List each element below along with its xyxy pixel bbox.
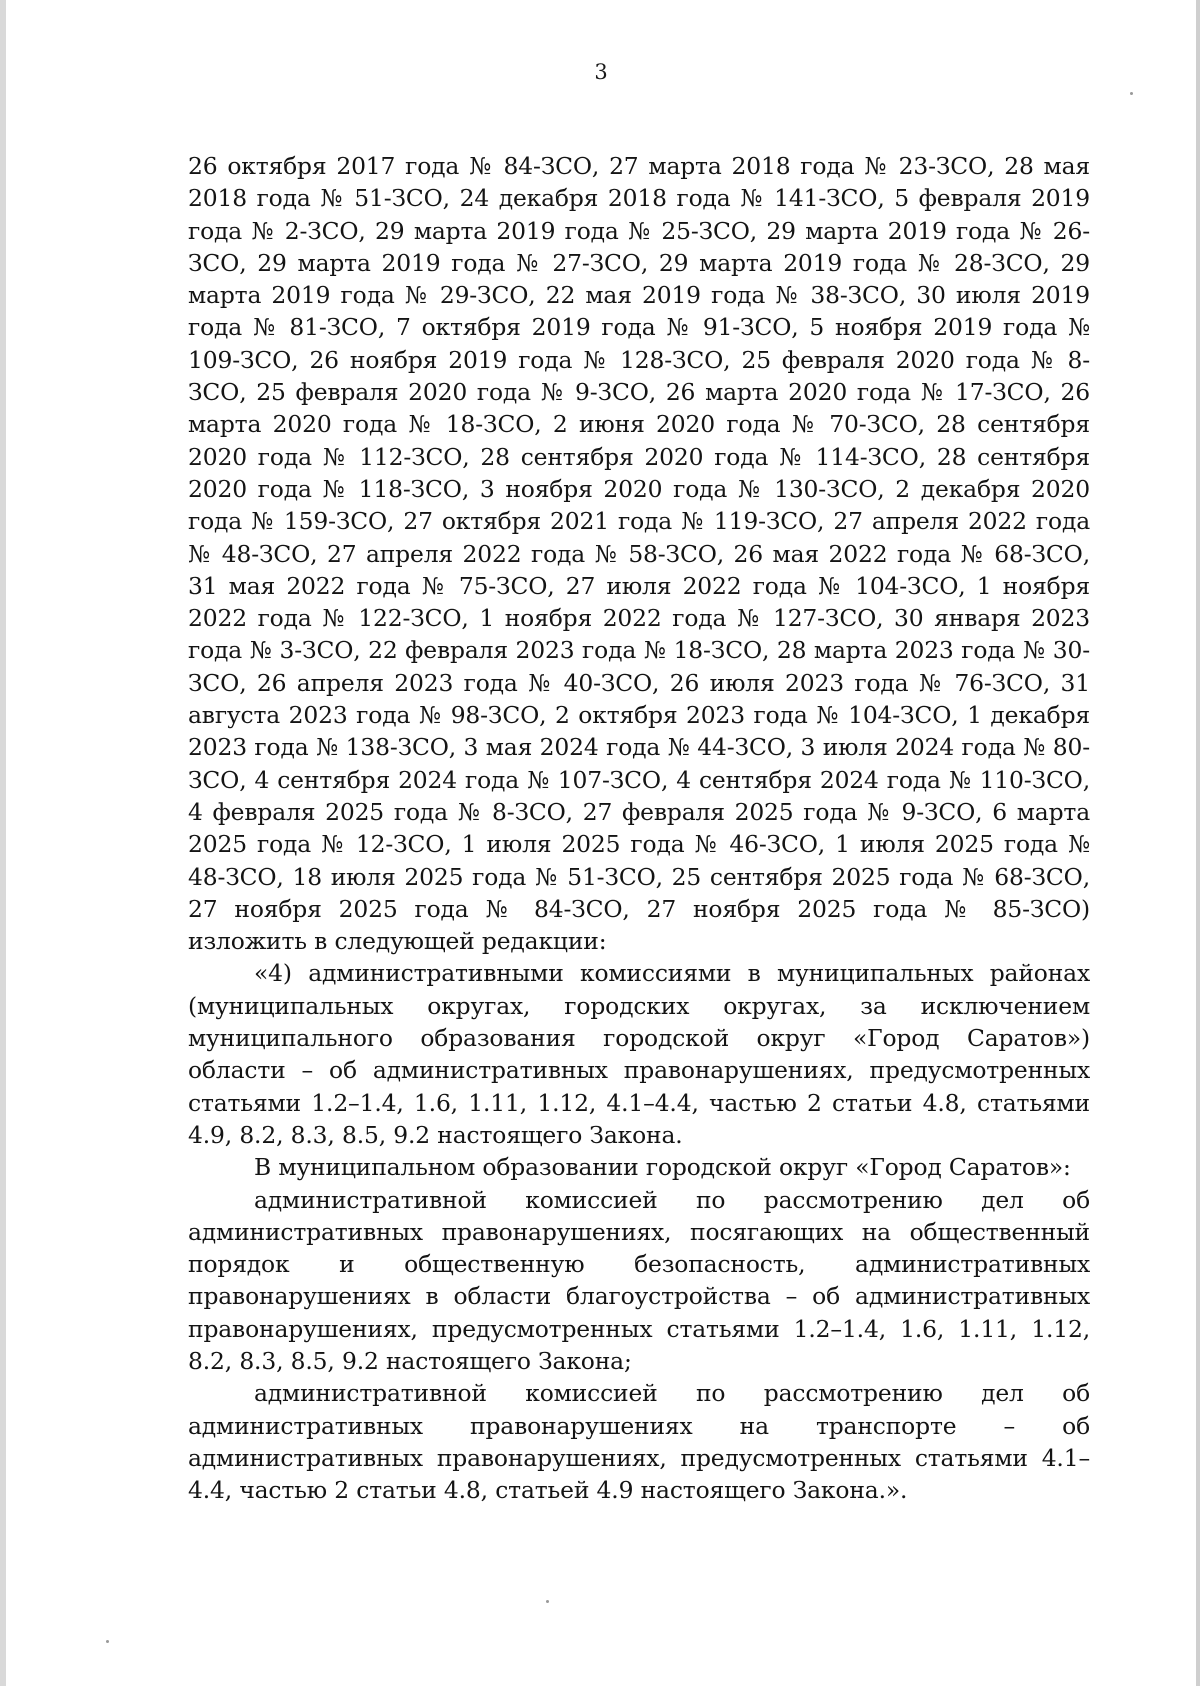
scan-speck <box>106 1640 109 1643</box>
scan-speck <box>1130 92 1133 95</box>
paragraph-public-order-commission: административной комиссией по рассмотрению дел об административных правонарушениях, посягающих на общественный порядок и общественную безопасность, административных правонарушениях в области благоустройства – об административных правонарушениях, предусмотренных статьями 1.2–1.4, 1.6, 1.11, 1.12, 8.2, 8.3, 8.5, 9.2 настоящего Закона; <box>188 1185 1090 1375</box>
paragraph-transport-commission: административной комиссией по рассмотрению дел об административных правонарушениях на транспорте – об административных правонарушениях, предусмотренных статьями 4.1–4.4, частью 2 статьи 4.8, статьей 4.9 настоящего Закона.». <box>188 1379 1090 1505</box>
page-number: 3 <box>594 60 608 84</box>
document-body <box>188 150 1090 1506</box>
paragraph-saratov-intro: В муниципальном образовании городской округ «Город Саратов»: <box>254 1153 1071 1182</box>
paragraph-item-4: «4) административными комиссиями в муниципальных районах (муниципальных округах, городских округах, за исключением муниципального образования городской округ «Город Саратов») области – об административных правонарушениях, предусмотренных статьями 1.2–1.4, 1.6, 1.11, 1.12, 4.1–4.4, частью 2 статьи 4.8, статьями 4.9, 8.2, 8.3, 8.5, 9.2 настоящего Закона. <box>188 959 1090 1149</box>
paragraph-amendment-list: 26 октября 2017 года № 84-ЗСО, 27 марта 2018 года № 23-ЗСО, 28 мая 2018 года № 51-ЗСО, 24 декабря 2018 года № 141-ЗСО, 5 февраля 2019 года № 2-ЗСО, 29 марта 2019 года № 25-ЗСО, 29 марта 2019 года № 26-ЗСО, 29 марта 2019 года № 27-ЗСО, 29 марта 2019 года № 28-ЗСО, 29 марта 2019 года № 29-ЗСО, 22 мая 2019 года № 38-ЗСО, 30 июля 2019 года № 81-ЗСО, 7 октября 2019 года № 91-ЗСО, 5 ноября 2019 года № 109-ЗСО, 26 ноября 2019 года № 128-ЗСО, 25 февраля 2020 года № 8-ЗСО, 25 февраля 2020 года № 9-ЗСО, 26 марта 2020 года № 17-ЗСО, 26 марта 2020 года № 18-ЗСО, 2 июня 2020 года № 70-ЗСО, 28 сентября 2020 года № 112-ЗСО, 28 сентября 2020 года № 114-ЗСО, 28 сентября 2020 года № 118-ЗСО, 3 ноября 2020 года № 130-ЗСО, 2 декабря 2020 года № 159-ЗСО, 27 октября 2021 года № 119-ЗСО, 27 апреля 2022 года № 48-ЗСО, 27 апреля 2022 года № 58-ЗСО, 26 мая 2022 года № 68-ЗСО, 31 мая 2022 года № 75-ЗСО, 27 июля 2022 года № 104-ЗСО, 1 ноября 2022 года № 122-ЗСО, 1 ноября 2022 года № 127-ЗСО, 30 января 2023 года № 3-ЗСО, 22 февраля 2023 года № 18-ЗСО, 28 марта 2023 года № 30-ЗСО, 26 апреля 2023 года № 40-ЗСО, 26 июля 2023 года № 76-ЗСО, 31 августа 2023 года № 98-ЗСО, 2 октября 2023 года № 104-ЗСО, 1 декабря 2023 года № 138-ЗСО, 3 мая 2024 года № 44-ЗСО, 3 июля 2024 года № 80-ЗСО, 4 сентября 2024 года № 107-ЗСО, 4 сентября 2024 года № 110-ЗСО, 4 февраля 2025 года № 8-ЗСО, 27 февраля 2025 года № 9-ЗСО, 6 марта 2025 года № 12-ЗСО, 1 июля 2025 года № 46-ЗСО, 1 июля 2025 года № 48-ЗСО, 18 июля 2025 года № 51-ЗСО, 25 сентября 2025 года № 68-ЗСО, 27 ноября 2025 года № 84-ЗСО, 27 ноября 2025 года № 85-ЗСО) изложить в следующей редакции: <box>188 152 1090 956</box>
scan-speck <box>546 1600 549 1603</box>
